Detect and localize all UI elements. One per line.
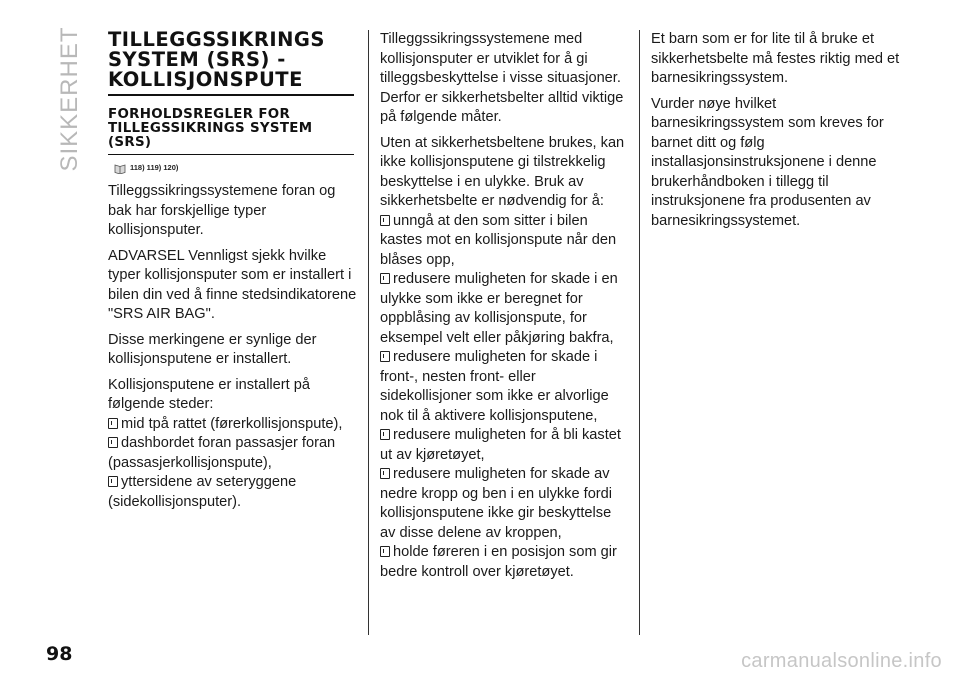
section-side-tab-label: SIKKERHET — [56, 26, 83, 172]
paragraph: Tilleggssikringssystemene foran og bak har forskjellige typer kollisjonsputer. — [108, 183, 336, 238]
section-side-tab — [52, 26, 88, 172]
title-rule — [108, 94, 354, 96]
paragraph: Kollisjonsputene er installert på følgende steder: — [108, 376, 310, 412]
list-item: unngå at den som sitter i bilen kastes mot en kollisjonspute når den blåses opp, — [380, 212, 617, 268]
list-item: dashbordet foran passasjer foran (passasjerkollisjonspute), — [108, 435, 336, 471]
bullet-box-icon — [380, 429, 390, 440]
column-divider — [639, 30, 640, 635]
paragraph: Uten at sikkerhetsbeltene brukes, kan ikke kollisjonsputene gi tilstrekkelig beskyttelse i en ulykke. Bruk av sikkerhetsbelte er nødvendig for å: — [380, 134, 625, 209]
list-item: redusere muligheten for å bli kastet ut av kjøretøyet, — [380, 427, 621, 463]
reference-numbers: 118) 119) 120) — [130, 163, 179, 173]
column-left — [108, 30, 358, 512]
warning-references — [114, 161, 358, 175]
list-item: holde føreren i en posisjon som gir bedre kontroll over kjøretøyet. — [380, 544, 617, 580]
bullet-box-icon — [380, 215, 390, 226]
bullet-box-icon — [108, 476, 118, 487]
bullet-list — [380, 212, 630, 583]
list-item: mid tpå rattet (førerkollisjonspute), — [108, 415, 358, 435]
page-number: 98 — [46, 643, 73, 665]
list-item: redusere muligheten for skade i en ulykke som ikke er beregnet for oppblåsing av kollisjonspute, for eksempel velt eller påkjøring bakfra, — [380, 271, 618, 346]
bullet-box-icon — [380, 546, 390, 557]
warning-paragraph: ADVARSEL Vennligst sjekk hvilke typer kollisjonsputer som er installert i bilen din ved å finne stedsindikatorene "SRS AIR BAG". — [108, 247, 357, 322]
paragraph: Et barn som er for lite til å bruke et sikkerhetsbelte må festes riktig med et barnesikringssystem. — [651, 31, 900, 86]
subsection-title: FORHOLDSREGLER FOR TILLEGSSIKRINGS SYSTEM (SRS) — [108, 107, 313, 150]
bullet-box-icon — [380, 351, 390, 362]
bullet-list — [108, 415, 358, 513]
column-divider — [368, 30, 369, 635]
column-middle — [380, 30, 630, 582]
list-item: redusere muligheten for skade av nedre kropp og ben i en ulykke fordi kollisjonsputene ikke gir beskyttelse av disse delene av kroppen, — [380, 466, 613, 541]
bullet-box-icon — [108, 437, 118, 448]
site-watermark: carmanualsonline.info — [741, 650, 942, 672]
paragraph: Disse merkingene er synlige der kollisjonsputene er installert. — [108, 331, 317, 367]
column-right — [651, 30, 906, 237]
bullet-box-icon — [108, 418, 118, 429]
open-book-icon — [114, 163, 126, 174]
list-item: redusere muligheten for skade i front-, nesten front- eller sidekollisjoner som ikke er alvorlige nok til å aktivere kollisjonsputene, — [380, 349, 609, 424]
subtitle-rule — [108, 154, 354, 155]
paragraph: Vurder nøye hvilket barnesikringssystem som kreves for barnet ditt og følg installasjonsinstruksjonene i denne brukerhåndboken i tillegg til instruksjonene fra produsenten av barnesikringssystemet. — [651, 95, 884, 229]
paragraph: Tilleggssikringssystemene med kollisjonsputer er utviklet for å gi tilleggsbeskyttelse i visse situasjoner. Derfor er sikkerhetsbelter alltid viktige på følgende måter. — [380, 31, 624, 125]
bullet-box-icon — [380, 273, 390, 284]
list-item: yttersidene av seteryggene (sidekollisjonsputer). — [108, 474, 297, 510]
section-title: TILLEGGSSIKRINGS SYSTEM (SRS) - KOLLISJONSPUTE — [108, 28, 325, 91]
bullet-box-icon — [380, 468, 390, 479]
